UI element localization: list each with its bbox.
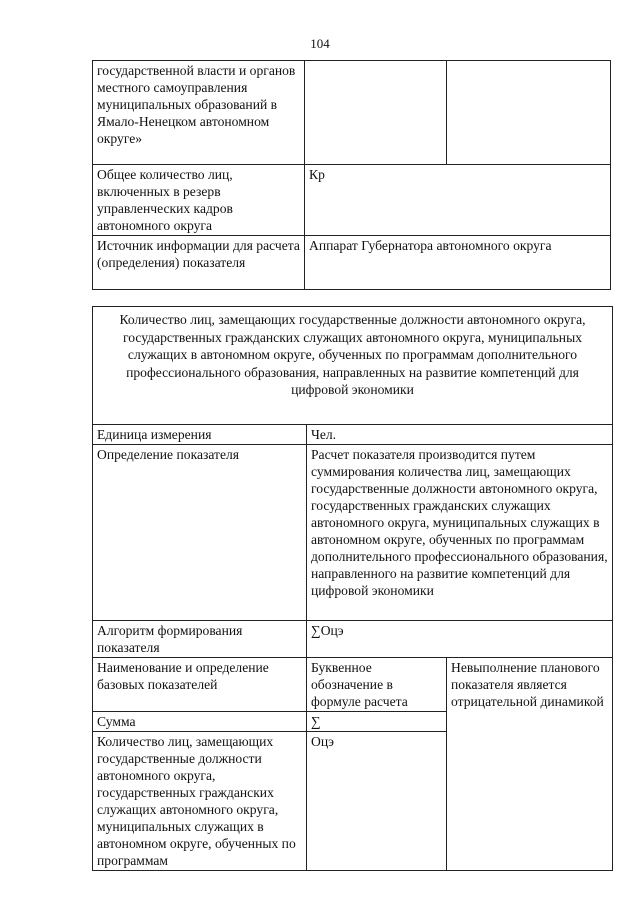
cell-total-reserve-letter xyxy=(305,165,611,236)
cell-info-source-value: Аппарат Губернатора автономного округа xyxy=(305,236,611,290)
cell-definition-label: Определение показателя xyxy=(93,445,307,621)
cell-total-reserve-label: Общее количество лиц, включенных в резерв управленческих кадров автономного округа xyxy=(93,165,305,236)
table-row xyxy=(93,165,611,236)
table-row xyxy=(93,658,613,712)
cell-unit-value: Чел. xyxy=(307,425,613,445)
cell-sum-symbol: ∑ xyxy=(307,712,447,732)
table-row xyxy=(93,236,611,290)
cell-algorithm-value: ∑Оцэ xyxy=(307,621,613,658)
table-row xyxy=(93,307,613,425)
table-row xyxy=(93,61,611,165)
cell-unit-label: Единица измерения xyxy=(93,425,307,445)
cell-count-letter: Оцэ xyxy=(307,732,447,871)
cell-count-label: Количество лиц, замещающих государственные должности автономного округа, государственных гражданских служащих автономного округа, муниципальных служащих в автономном округе, обученных по программам xyxy=(93,732,307,871)
indicator-title: Количество лиц, замещающих государственные должности автономного округа, государственных гражданских служащих автономного округа, муниципальных служащих в автономном округе, обученных по программам дополнительного профессионального образования, направленных на развитие компетенций для цифровой экономики xyxy=(93,307,613,425)
table-row xyxy=(93,445,613,621)
cell-authorities-continuation: государственной власти и органов местного самоуправления муниципальных образований в Ямало-Ненецком автономном округе» xyxy=(93,61,305,165)
table-row xyxy=(93,425,613,445)
indicator-table-digital xyxy=(92,306,613,871)
cell-base-label: Наименование и определение базовых показателей xyxy=(93,658,307,712)
formula-letter: Кр xyxy=(309,167,325,182)
cell-letter-header: Буквенное обозначение в формуле расчета xyxy=(307,658,447,712)
cell-info-source-label: Источник информации для расчета (определения) показателя xyxy=(93,236,305,290)
cell-empty xyxy=(447,61,611,165)
page-number: 104 xyxy=(310,36,330,51)
cell-definition-value: Расчет показателя производится путем суммирования количества лиц, замещающих государственные должности автономного округа, государственных гражданских служащих автономного округа, муниципальных служащих в автономном округе, обученных по программам дополнительного профессионального образования, направленного на развитие компетенций для цифровой экономики xyxy=(307,445,613,621)
indicator-table-top xyxy=(92,60,611,290)
table-row xyxy=(93,621,613,658)
cell-sum-label: Сумма xyxy=(93,712,307,732)
cell-note: Невыполнение планового показателя является отрицательной динамикой xyxy=(447,658,613,871)
cell-empty xyxy=(305,61,447,165)
cell-algorithm-label: Алгоритм формирования показателя xyxy=(93,621,307,658)
